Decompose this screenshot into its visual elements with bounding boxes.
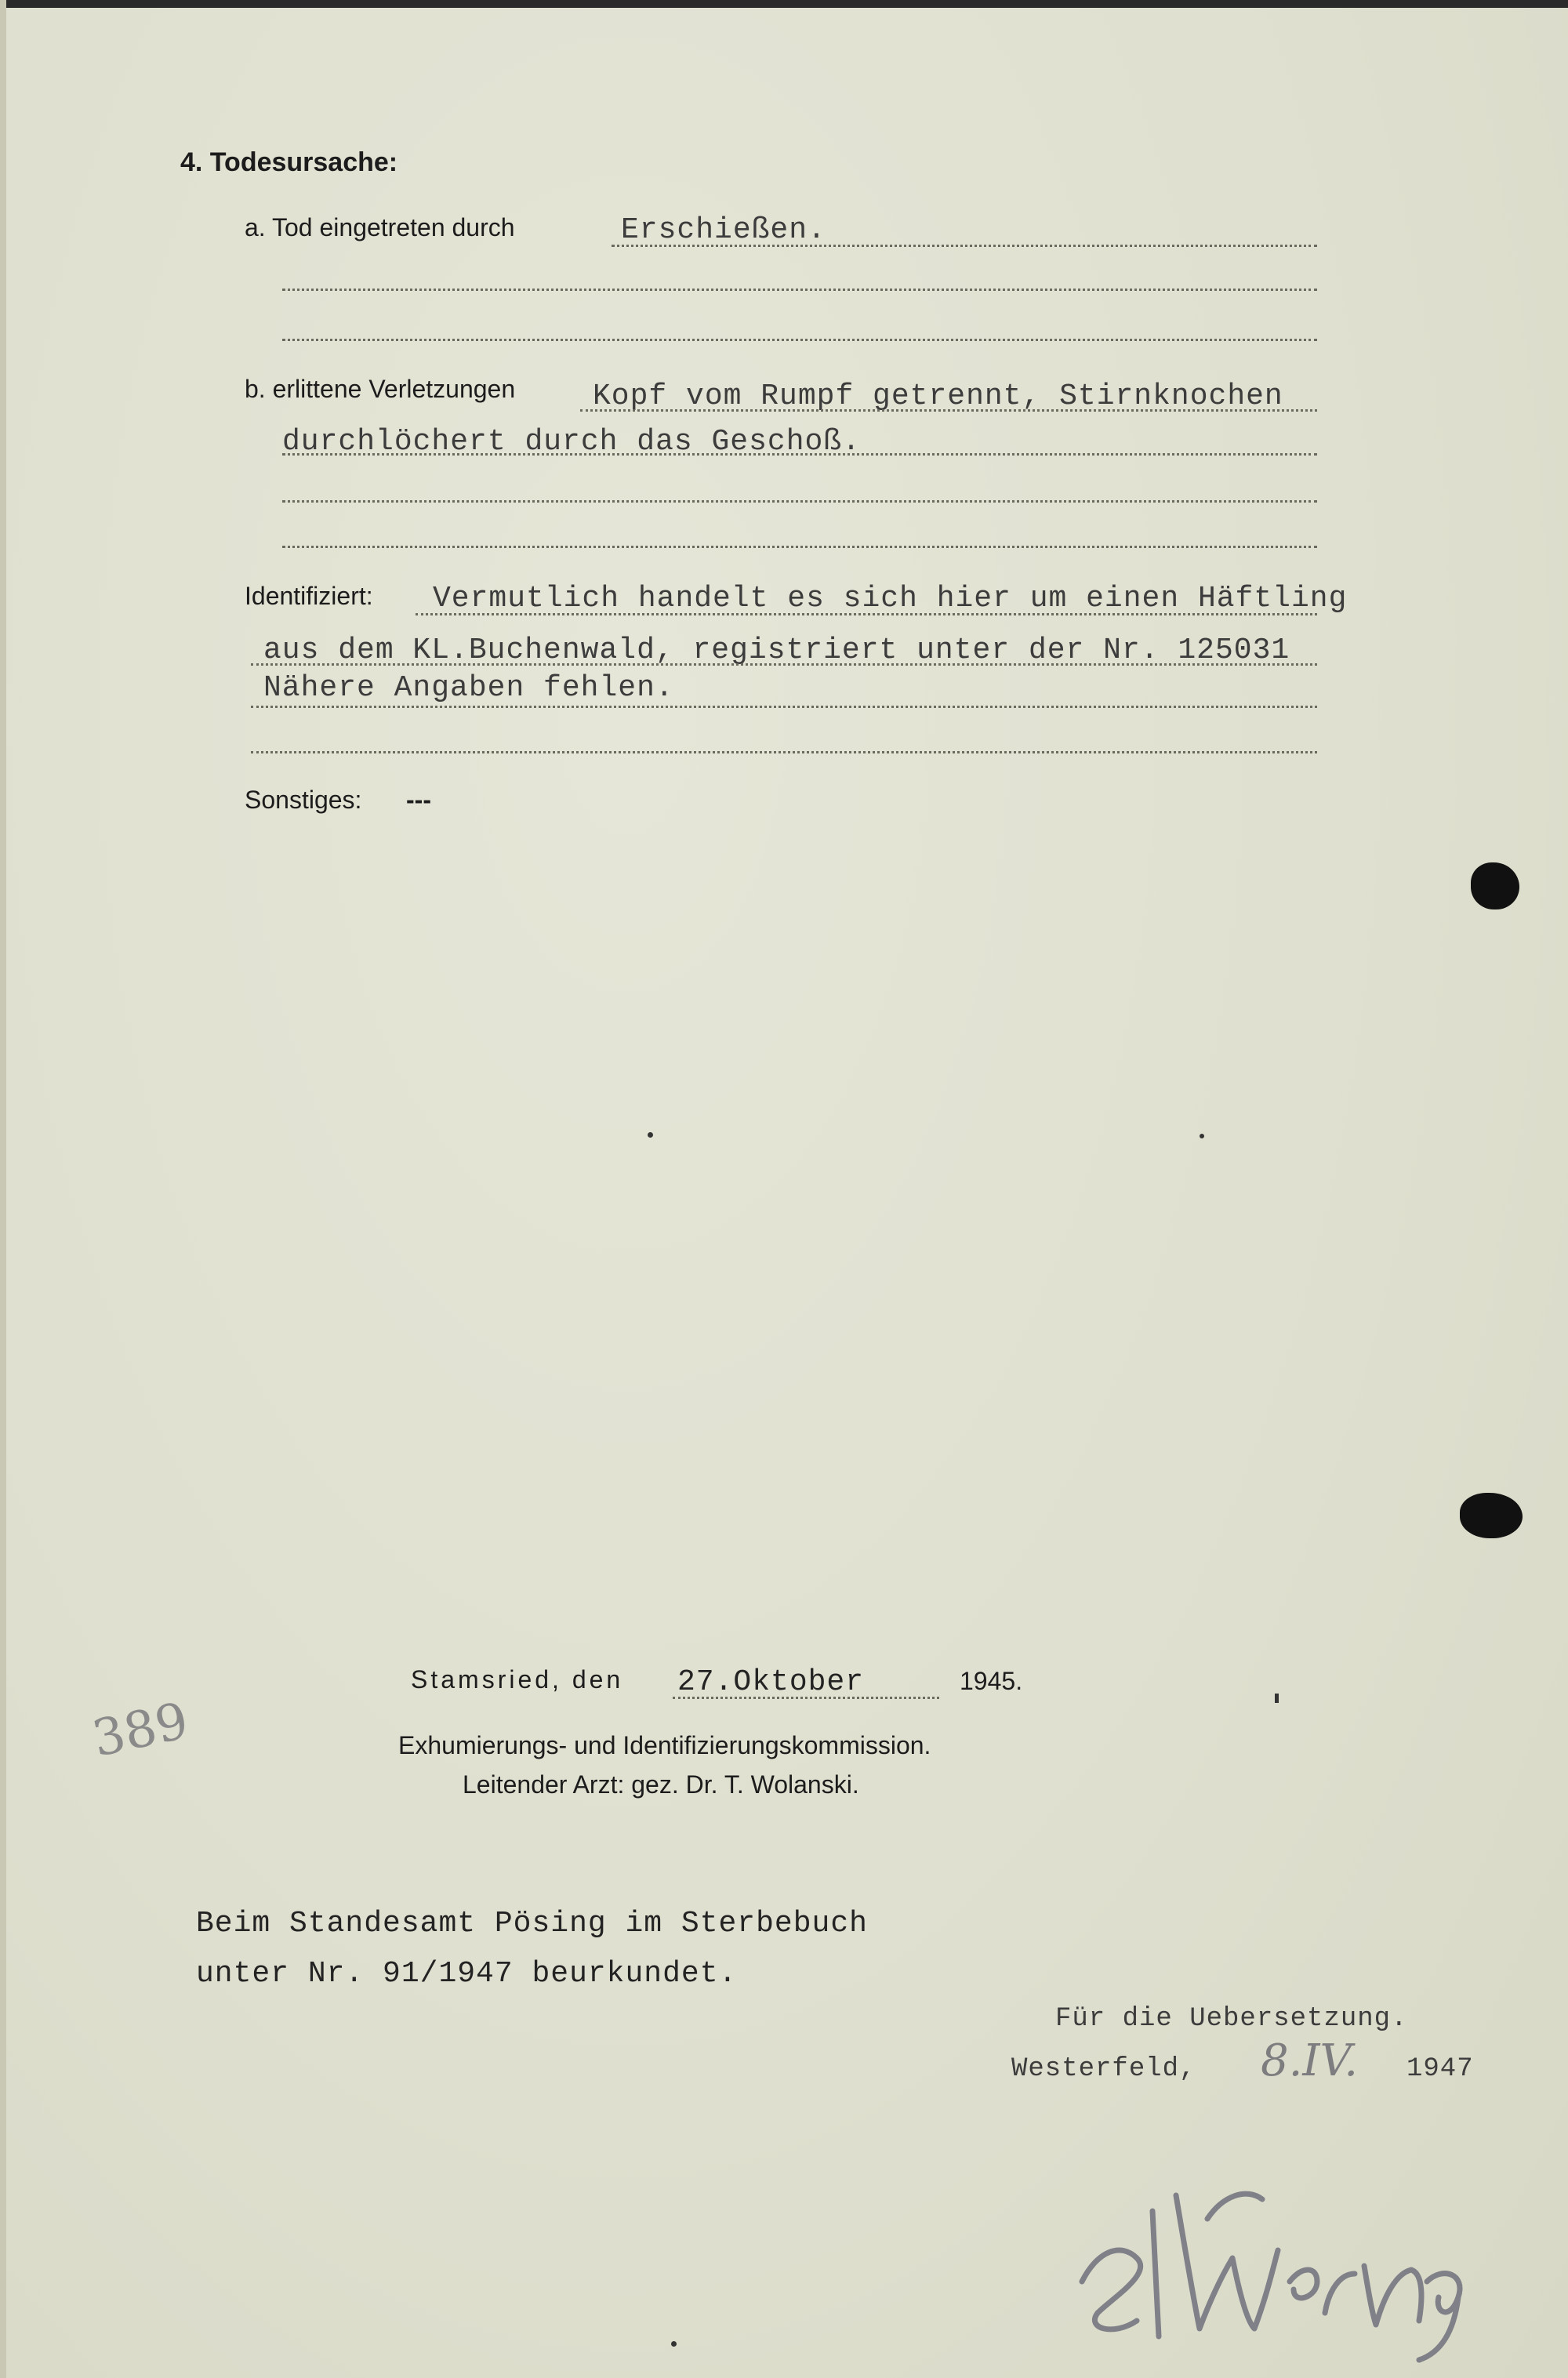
other-label: Sonstiges: (245, 786, 362, 814)
other-value: --- (406, 786, 431, 814)
dotted-line (282, 453, 1317, 456)
leading-doctor: Leitender Arzt: gez. Dr. T. Wolanski. (463, 1770, 859, 1799)
dotted-line (251, 663, 1317, 666)
dotted-line (416, 613, 1317, 615)
commission-name: Exhumierungs- und Identifizierungskommission. (398, 1731, 931, 1759)
translation-date-handwritten: 8.IV. (1261, 2035, 1359, 2086)
document-date: 27.Oktober (677, 1665, 865, 1699)
speck (671, 2341, 677, 2347)
dotted-line (282, 546, 1317, 548)
injuries-line-2: durchlöchert durch das Geschoß. (282, 425, 861, 459)
dotted-line (612, 245, 1317, 247)
translation-year: 1947 (1406, 2054, 1474, 2084)
punch-hole (1460, 1493, 1523, 1538)
speck (1200, 1134, 1204, 1138)
registry-line-2: unter Nr. 91/1947 beurkundet. (196, 1957, 738, 1991)
registry-line-1: Beim Standesamt Pösing im Sterbebuch (196, 1907, 868, 1941)
translation-note: Für die Uebersetzung. (1055, 2004, 1408, 2034)
injuries-label: b. erlittene Verletzungen (245, 375, 516, 403)
dotted-line (251, 706, 1317, 708)
section-heading: 4. Todesursache: (180, 147, 398, 177)
place: Stamsried, den (411, 1665, 624, 1694)
dotted-line (673, 1697, 939, 1699)
translation-place: Westerfeld, (1011, 2054, 1196, 2084)
death-cause-value: Erschießen. (621, 213, 826, 247)
death-cause-label: a. Tod eingetreten durch (245, 213, 515, 241)
dotted-line (282, 289, 1317, 291)
identified-line-3: Nähere Angaben fehlen. (263, 671, 674, 705)
identified-line-1: Vermutlich handelt es sich hier um einen Häftling (433, 582, 1348, 615)
dotted-line (282, 500, 1317, 503)
signature (1066, 2164, 1474, 2368)
document-year: 1945. (960, 1667, 1023, 1695)
speck (1275, 1694, 1279, 1703)
injuries-line-1: Kopf vom Rumpf getrennt, Stirnknochen (593, 379, 1283, 413)
scan-top-edge (0, 0, 1568, 8)
speck (648, 1132, 653, 1138)
dotted-line (251, 751, 1317, 753)
dotted-line (580, 409, 1317, 412)
scan-left-edge (0, 0, 6, 2378)
punch-hole (1471, 862, 1519, 909)
identified-label: Identifiziert: (245, 582, 373, 610)
pencil-margin-note: 389 (87, 1692, 194, 1769)
identified-line-2: aus dem KL.Buchenwald, registriert unter der Nr. 125031 (263, 634, 1290, 667)
dotted-line (282, 339, 1317, 341)
